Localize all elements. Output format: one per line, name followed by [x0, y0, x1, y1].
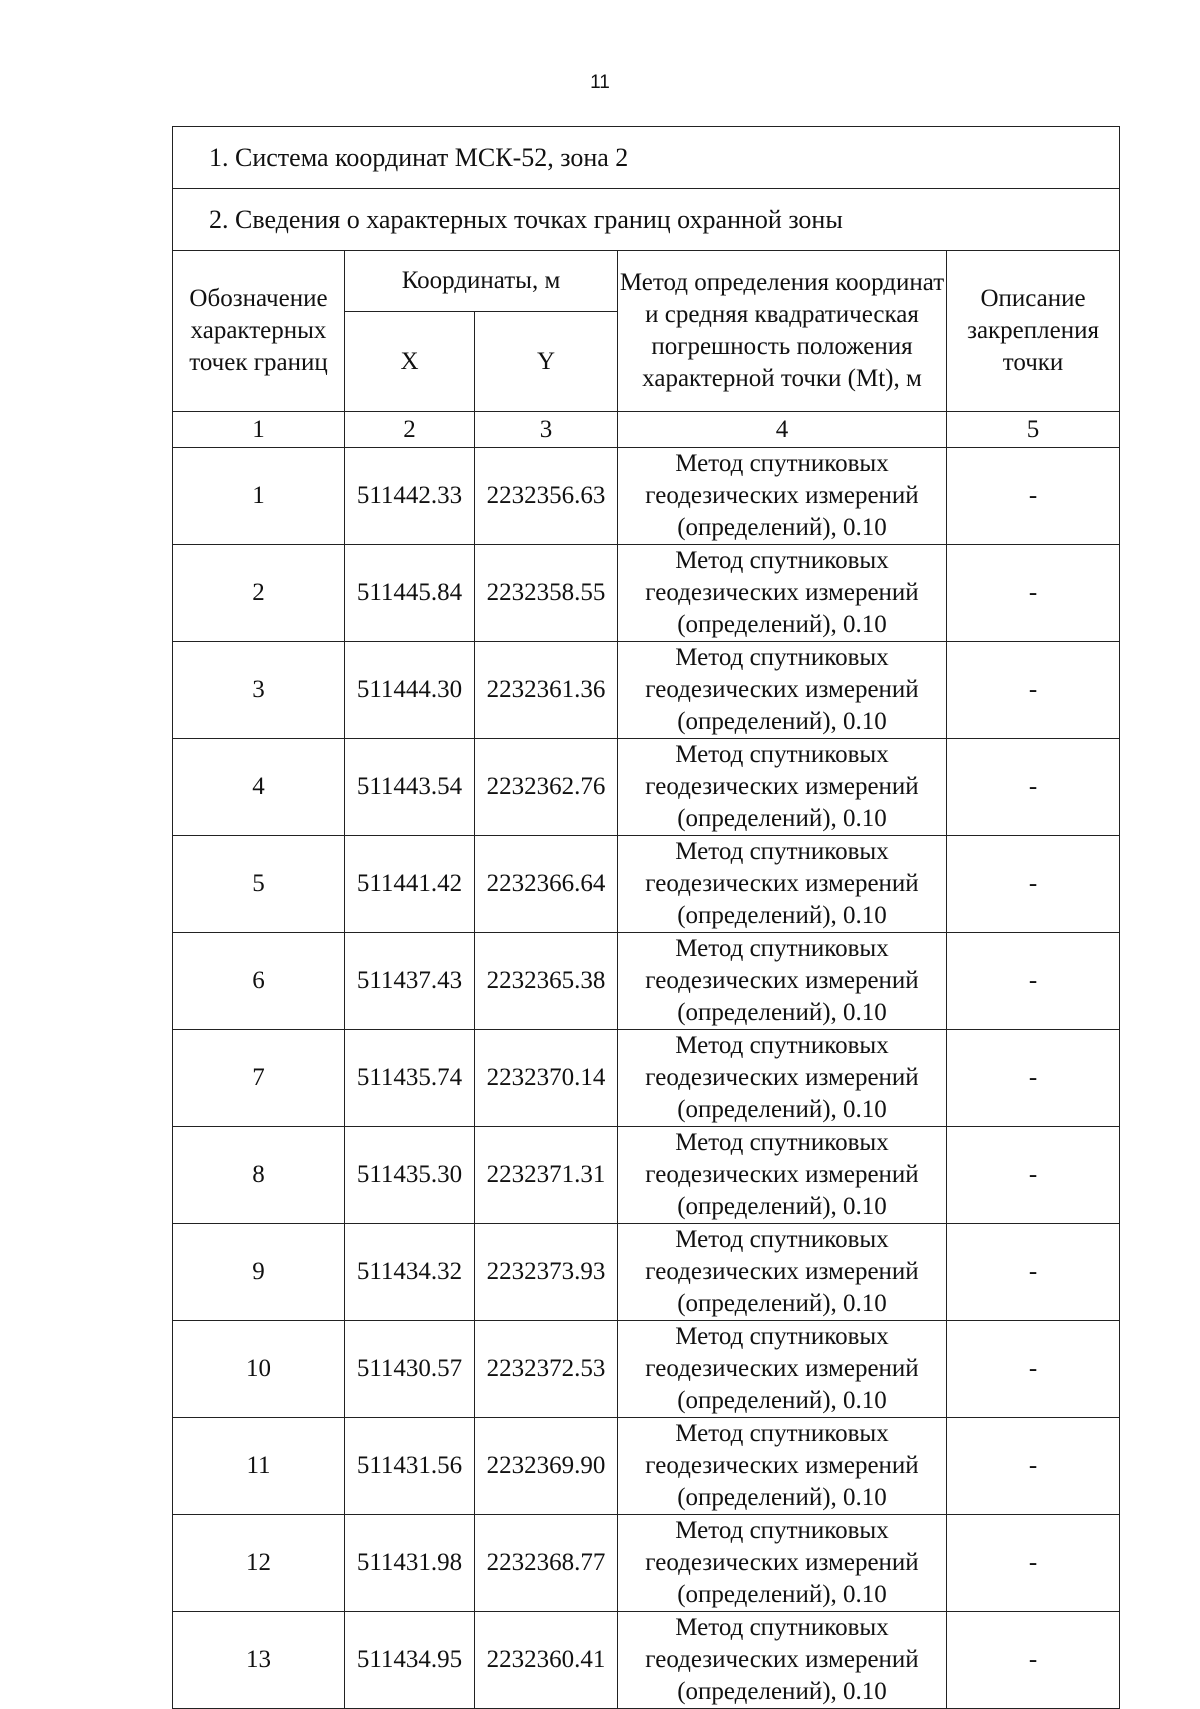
- section-row-points-info: [173, 189, 1120, 251]
- table-row: [173, 1418, 1120, 1515]
- column-number: 3: [475, 412, 618, 448]
- table-row: [173, 642, 1120, 739]
- point-designation-cell: 12: [173, 1515, 345, 1612]
- method-cell: Метод спутниковых геодезических измерений (определений), 0.10: [618, 836, 947, 933]
- x-coordinate-cell: 511430.57: [345, 1321, 475, 1418]
- y-coordinate-cell: 2232360.41: [475, 1612, 618, 1709]
- fixing-description-cell: -: [947, 1321, 1120, 1418]
- x-coordinate-cell: 511431.98: [345, 1515, 475, 1612]
- header-row-top: [173, 251, 1120, 312]
- point-designation-cell: 8: [173, 1127, 345, 1224]
- y-coordinate-cell: 2232371.31: [475, 1127, 618, 1224]
- table-row: [173, 933, 1120, 1030]
- fixing-description-cell: -: [947, 1612, 1120, 1709]
- method-cell: Метод спутниковых геодезических измерений (определений), 0.10: [618, 642, 947, 739]
- method-cell: Метод спутниковых геодезических измерений (определений), 0.10: [618, 933, 947, 1030]
- section-row-coordinate-system: [173, 127, 1120, 189]
- method-header: Метод определения координат и средняя квадратическая погрешность положения характерной точки (Mt), м: [618, 251, 947, 412]
- y-coordinate-cell: 2232362.76: [475, 739, 618, 836]
- fixing-description-cell: -: [947, 1515, 1120, 1612]
- description-header: Описание закрепления точки: [947, 251, 1120, 412]
- coordinates-header: Координаты, м: [345, 251, 618, 312]
- method-cell: Метод спутниковых геодезических измерений (определений), 0.10: [618, 1224, 947, 1321]
- table-row: [173, 739, 1120, 836]
- fixing-description-cell: -: [947, 739, 1120, 836]
- fixing-description-cell: -: [947, 545, 1120, 642]
- x-coordinate-cell: 511434.95: [345, 1612, 475, 1709]
- y-coordinate-cell: 2232361.36: [475, 642, 618, 739]
- fixing-description-cell: -: [947, 1127, 1120, 1224]
- table-row: [173, 1321, 1120, 1418]
- table-row: [173, 545, 1120, 642]
- point-designation-cell: 3: [173, 642, 345, 739]
- fixing-description-cell: -: [947, 1224, 1120, 1321]
- column-number: 1: [173, 412, 345, 448]
- point-designation-cell: 4: [173, 739, 345, 836]
- column-number: 5: [947, 412, 1120, 448]
- table-row: [173, 1030, 1120, 1127]
- point-designation-cell: 1: [173, 448, 345, 545]
- x-coordinate-cell: 511435.74: [345, 1030, 475, 1127]
- point-designation-cell: 9: [173, 1224, 345, 1321]
- point-designation-cell: 13: [173, 1612, 345, 1709]
- fixing-description-cell: -: [947, 836, 1120, 933]
- y-coordinate-cell: 2232369.90: [475, 1418, 618, 1515]
- method-cell: Метод спутниковых геодезических измерений (определений), 0.10: [618, 1612, 947, 1709]
- table-row: [173, 1224, 1120, 1321]
- method-cell: Метод спутниковых геодезических измерений (определений), 0.10: [618, 1418, 947, 1515]
- point-designation-cell: 6: [173, 933, 345, 1030]
- table-body: [173, 127, 1120, 1709]
- coordinate-system-heading: 1. Система координат МСК-52, зона 2: [173, 127, 1120, 189]
- table-row: [173, 448, 1120, 545]
- x-coordinate-cell: 511444.30: [345, 642, 475, 739]
- boundary-points-table: [172, 126, 1120, 1709]
- fixing-description-cell: -: [947, 642, 1120, 739]
- x-coordinate-cell: 511437.43: [345, 933, 475, 1030]
- y-coordinate-cell: 2232373.93: [475, 1224, 618, 1321]
- x-coordinate-cell: 511431.56: [345, 1418, 475, 1515]
- y-coordinate-cell: 2232370.14: [475, 1030, 618, 1127]
- column-number: 4: [618, 412, 947, 448]
- point-designation-cell: 5: [173, 836, 345, 933]
- table-row: [173, 836, 1120, 933]
- x-header: X: [345, 312, 475, 412]
- point-designation-cell: 7: [173, 1030, 345, 1127]
- method-cell: Метод спутниковых геодезических измерений (определений), 0.10: [618, 739, 947, 836]
- column-number: 2: [345, 412, 475, 448]
- y-coordinate-cell: 2232358.55: [475, 545, 618, 642]
- method-cell: Метод спутниковых геодезических измерений (определений), 0.10: [618, 1030, 947, 1127]
- x-coordinate-cell: 511435.30: [345, 1127, 475, 1224]
- table-row: [173, 1127, 1120, 1224]
- point-designation-cell: 11: [173, 1418, 345, 1515]
- y-coordinate-cell: 2232368.77: [475, 1515, 618, 1612]
- table-row: [173, 1515, 1120, 1612]
- method-cell: Метод спутниковых геодезических измерений (определений), 0.10: [618, 1515, 947, 1612]
- designation-header: Обозначение характерных точек границ: [173, 251, 345, 412]
- fixing-description-cell: -: [947, 1030, 1120, 1127]
- y-header: Y: [475, 312, 618, 412]
- point-designation-cell: 10: [173, 1321, 345, 1418]
- x-coordinate-cell: 511445.84: [345, 545, 475, 642]
- method-cell: Метод спутниковых геодезических измерений (определений), 0.10: [618, 1127, 947, 1224]
- x-coordinate-cell: 511442.33: [345, 448, 475, 545]
- point-designation-cell: 2: [173, 545, 345, 642]
- points-info-heading: 2. Сведения о характерных точках границ охранной зоны: [173, 189, 1120, 251]
- y-coordinate-cell: 2232365.38: [475, 933, 618, 1030]
- method-cell: Метод спутниковых геодезических измерений (определений), 0.10: [618, 448, 947, 545]
- y-coordinate-cell: 2232366.64: [475, 836, 618, 933]
- fixing-description-cell: -: [947, 933, 1120, 1030]
- page-number: 11: [590, 72, 610, 93]
- y-coordinate-cell: 2232372.53: [475, 1321, 618, 1418]
- table-row: [173, 1612, 1120, 1709]
- column-numbers-row: [173, 412, 1120, 448]
- fixing-description-cell: -: [947, 448, 1120, 545]
- method-cell: Метод спутниковых геодезических измерений (определений), 0.10: [618, 1321, 947, 1418]
- x-coordinate-cell: 511443.54: [345, 739, 475, 836]
- fixing-description-cell: -: [947, 1418, 1120, 1515]
- x-coordinate-cell: 511441.42: [345, 836, 475, 933]
- x-coordinate-cell: 511434.32: [345, 1224, 475, 1321]
- method-cell: Метод спутниковых геодезических измерений (определений), 0.10: [618, 545, 947, 642]
- y-coordinate-cell: 2232356.63: [475, 448, 618, 545]
